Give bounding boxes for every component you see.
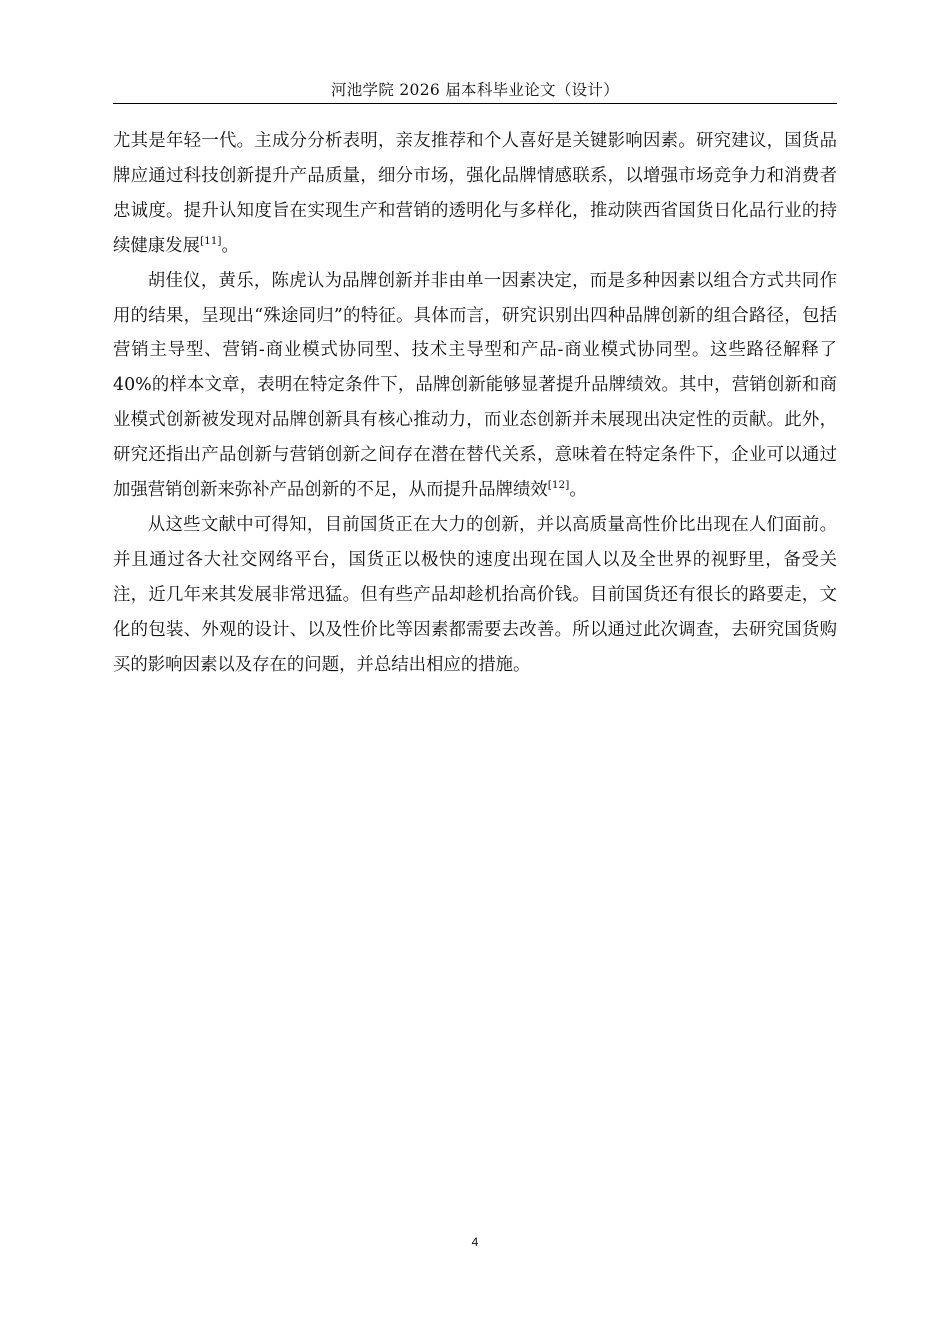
- paragraph: [113, 508, 837, 683]
- paragraph: [113, 264, 837, 508]
- page-number: 4: [471, 1235, 479, 1249]
- paragraph-text: 从这些文献中可得知，目前国货正在大力的创新，并以高质量高性价比出现在人们面前。并且通过各大社交网络平台，国货正以极快的速度出现在国人以及全世界的视野里，备受关注，近几年来其发展非常迅猛。但有些产品却趁机抬高价钱。目前国货还有很长的路要走，文化的包装、外观的设计、以及性价比等因素都需要去改善。所以通过此次调查，去研究国货购买的影响因素以及存在的问题，并总结出相应的措施。: [113, 514, 837, 675]
- paragraph-continued: [113, 124, 837, 264]
- body-text: [113, 124, 837, 683]
- citation-ref: [11]: [199, 234, 222, 247]
- citation-ref: [12]: [547, 479, 570, 492]
- paragraph-text: 胡佳仪，黄乐，陈虎认为品牌创新并非由单一因素决定，而是多种因素以组合方式共同作用的结果，呈现出“殊途同归”的特征。具体而言，研究识别出四种品牌创新的组合路径，包括营销主导型、营销-商业模式协同型、技术主导型和产品-商业模式协同型。这些路径解释了 40%的样本文章，表明在特定条件下，品牌创新能够显著提升品牌绩效。其中，营销创新和商业模式创新被发现对品牌创新具有核心推动力，而业态创新并未展现出决定性的贡献。此外，研究还指出产品创新与营销创新之间存在潜在替代关系，意味着在特定条件下，企业可以通过加强营销创新来弥补产品创新的不足，从而提升品牌绩效: [113, 270, 837, 501]
- paragraph-text: 尤其是年轻一代。主成分分析表明，亲友推荐和个人喜好是关键影响因素。研究建议，国货品牌应通过科技创新提升产品质量，细分市场，强化品牌情感联系，以增强市场竞争力和消费者忠诚度。提升认知度旨在实现生产和营销的透明化与多样化，推动陕西省国货日化品行业的持续健康发展: [113, 131, 837, 256]
- running-header: 河池学院 2026 届本科毕业论文（设计）: [330, 81, 620, 99]
- header-rule: [113, 103, 837, 104]
- paragraph-tail: 。: [221, 235, 239, 256]
- paragraph-tail: 。: [569, 480, 587, 501]
